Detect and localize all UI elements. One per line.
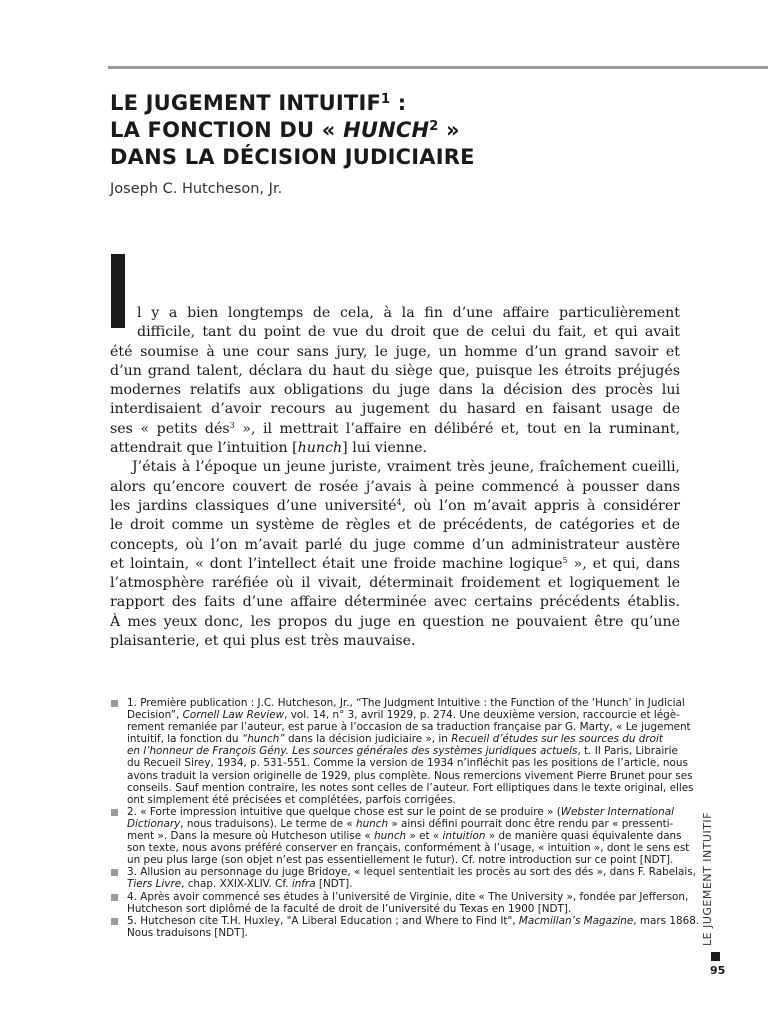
text-line: interdisaient d’avoir recours au jugement du hasard en faisant usage de [110,401,680,418]
top-rule [108,66,768,69]
text-line: l’atmosphère raréfiée où il vivait, déterminait froidement et logiquement le [110,575,680,592]
footnote-bullet [111,894,118,901]
author-name: Joseph C. Hutcheson, Jr. [110,181,283,197]
footnote-ref[interactable]: 4 [396,497,402,507]
footnote-bullet [111,918,118,925]
title-line-3: DANS LA DÉCISION JUDICIAIRE [110,145,475,169]
footnote-bullet [111,700,118,707]
text-line: modernes relatifs aux obligations du juge dans la décision des procès lui [110,382,680,399]
text-line: À mes yeux donc, les propos du juge en question ne pouvaient être qu’une [110,613,680,630]
text-line: alors qu’encore couvert de rosée j’avais à peine commencé à pousser dans [110,478,680,495]
title-line-2: LA FONCTION DU « HUNCH$^2$ » [110,118,460,142]
footnote-ref[interactable]: 5 [562,555,568,565]
text-line: ses « petits dés$^3$ », il mettrait l’affaire en délibéré et, tout en la ruminant, [110,420,680,437]
text-line: été soumise à une cour sans jury, le juge, un homme d’un grand savoir et [110,343,680,360]
text-line: le droit comme un système de règles et de précédents, de catégories et de [110,517,680,534]
body-text [110,304,680,651]
footnote-ref[interactable]: 2 [429,119,439,134]
footnote-2: 2. « Forte impression intuitive que quelque chose est sur le point de se produire » (Webster International Dictionary, nous traduisons). Le terme de « hunch » ainsi défini pourrait donc être rendu par « pressenti- ment ». Dans la mesure où Hutcheson utilise « hunch » et « intuition » de manière quasi équivalente dans son texte, nous avons préféré conserver en français, conformément à l’usage, « intuition », dont le sens est un peu plus large (son objet n’est pas essentiellement le futur). Cf. notre introduction sur ce point [NDT]. [111,806,681,866]
text-line: attendrait que l’intuition [hunch] lui vienne. [110,440,428,457]
text-line: J’étais à l’époque un jeune juriste, vraiment très jeune, fraîchement cueilli, [132,459,680,476]
title-line-1: LE JUGEMENT INTUITIF$^1$ : [110,91,407,115]
footnote-ref[interactable]: 3 [229,420,235,430]
footnotes [111,697,700,939]
footnote-1: 1. Première publication : J.C. Hutcheson, Jr., “The Judgment Intuitive : the Function of the ‘Hunch’ in Judicial Decision”, Cornell Law Review, vol. 14, n° 3, avril 1929, p. 274. Une deuxième version, raccourcie et légè- rement remaniée par l’auteur, est parue à l’occasion de sa traduction française par G. Marty, « Le jugement intuitif, la fonction du “hunch” dans la décision judiciaire », in Recueil d’études sur les sources du droit en l’honneur de François Gény. Les sources générales des systèmes juridiques actuels, t. II Paris, Librairie du Recueil Sirey, 1934, p. 531-551. Comme la version de 1934 n’infléchit pas les positions de l’article, nous avons traduit la version originelle de 1929, plus complète. Nous remercions vivement Pierre Brunet pour ses conseils. Sauf mention contraire, les notes sont celles de l’auteur. Fort elliptiques dans le texte original, elles ont simplement été précisées et complétées, parfois corrigées. [111,697,681,806]
footnote-bullet [111,809,118,816]
text-line: d’un grand talent, déclara du haut du siège que, puisque les étroits préjugés [110,362,680,379]
footnote-bullet [111,869,118,876]
text-line: et lointain, « dont l’intellect était une froide machine logique$^5$ », et qui, dans [110,555,680,572]
footnote-3: 3. Allusion au personnage du juge Bridoye, « lequel sententiait les procès au sort des dés », dans F. Rabelais, Tiers Livre, chap. XXIX-XLIV. Cf. infra [NDT]. [111,866,681,890]
paragraph-1 [110,304,680,458]
text-line: rapport des faits d’une affaire déterminée avec certains précédents établis. [110,594,680,611]
footnote-5: 5. Hutcheson cite T.H. Huxley, "A Liberal Education ; and Where to Find It", Macmillan’s Magazine, mars 1868. Nous traduisons [NDT]. [111,915,681,939]
footnote-4: 4. Après avoir commencé ses études à l’université de Virginie, dite « The University », fondée par Jefferson, Hutcheson sort diplômé de la faculté de droit de l’université du Texas en 1900 [NDT]. [111,891,681,915]
page-number: 95 [710,964,726,977]
text-line: plaisanterie, et qui plus est très mauvaise. [110,633,416,650]
page-marker [711,952,720,961]
text-line: difficile, tant du point de vue du droit que de celui du fait, et qui avait [137,324,680,341]
running-head: LE JUGEMENT INTUITIF [701,811,714,946]
text-line: l y a bien longtemps de cela, à la fin d’une affaire particulièrement [137,305,680,321]
text-line: concepts, où l’on m’avait parlé du juge comme d’un administrateur austère [110,536,680,553]
text-line: les jardins classiques d’une université$^4$, où l’on m’avait appris à considérer [110,497,680,514]
paragraph-2 [110,458,680,651]
article-title [110,90,670,171]
footnote-ref[interactable]: 1 [381,92,391,107]
